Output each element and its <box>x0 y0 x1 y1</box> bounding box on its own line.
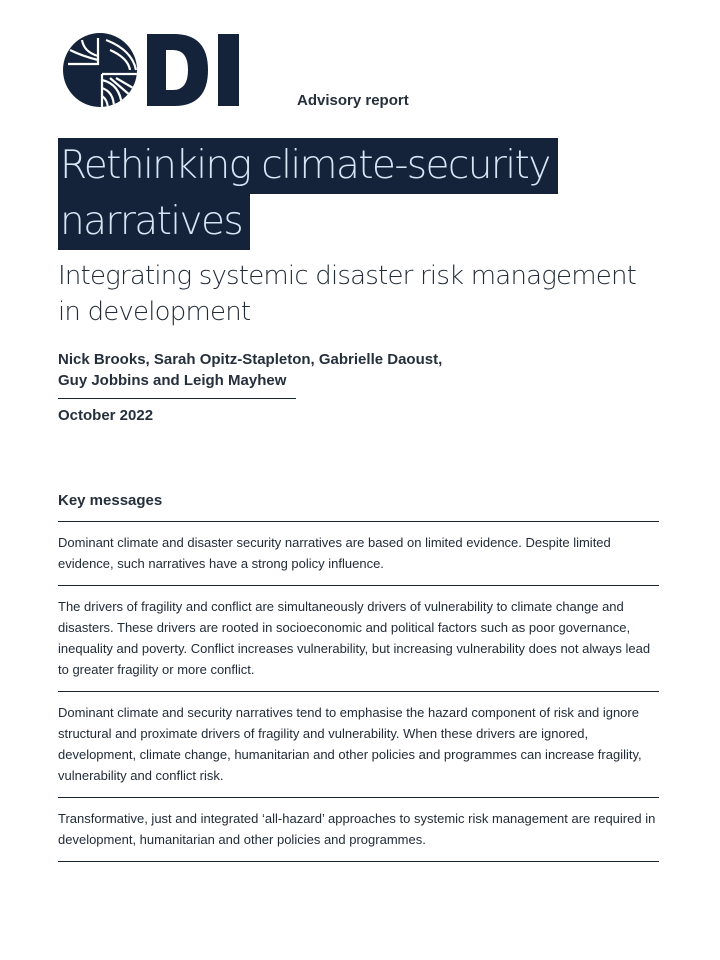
odi-logo <box>62 30 262 110</box>
key-messages-heading: Key messages <box>58 492 163 509</box>
publication-date: October 2022 <box>58 407 154 424</box>
key-message: Dominant climate and disaster security narratives are based on limited evidence. Despite limited evidence, such narratives have a strong policy influence. <box>58 522 659 586</box>
title-line-1: Rethinking climate-security <box>58 138 558 194</box>
key-message: The drivers of fragility and conflict are simultaneously drivers of vulnerability to climate change and disasters. These drivers are rooted in socioeconomic and political factors such as poor governance, inequality and poverty. Conflict increases vulnerability, but increasing vulnerability does not always lead to greater fragility or more conflict. <box>58 586 659 692</box>
authors-line-2: Guy Jobbins and Leigh Mayhew <box>58 372 287 389</box>
authors-divider <box>58 398 296 399</box>
key-message: Dominant climate and security narratives tend to emphasise the hazard component of risk and ignore structural and proximate drivers of fragility and vulnerability. When these drivers are ignored, development, climate change, humanitarian and other policies and programmes can increase fragility, vulnerability and conflict risk. <box>58 692 659 798</box>
report-title <box>58 138 550 250</box>
title-line-2: narratives <box>58 194 250 250</box>
key-messages-list <box>58 521 659 862</box>
authors <box>58 349 578 391</box>
report-subtitle: Integrating systemic disaster risk management in development <box>58 261 637 327</box>
key-message: Transformative, just and integrated ‘all-hazard’ approaches to systemic risk management are required in development, humanitarian and other policies and programmes. <box>58 798 659 862</box>
report-type-label: Advisory report <box>297 92 409 109</box>
authors-line-1: Nick Brooks, Sarah Opitz-Stapleton, Gabrielle Daoust, <box>58 351 443 368</box>
